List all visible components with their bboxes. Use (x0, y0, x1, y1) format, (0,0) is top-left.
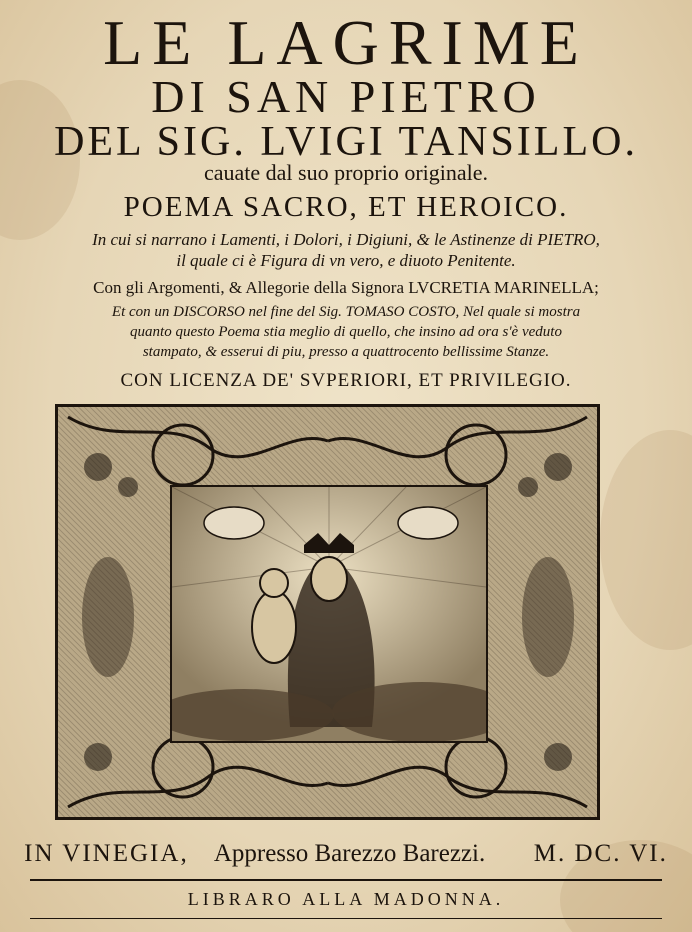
title-line-10: quanto questo Poema stia meglio di quello, che insino ad ora s'è veduto (130, 324, 562, 340)
title-line-8: Con gli Argomenti, & Allegorie della Signora LVCRETIA MARINELLA; (93, 278, 599, 297)
engraved-frame (55, 404, 600, 820)
imprint-line (0, 840, 692, 868)
madonna-image (172, 487, 486, 741)
title-line-1: LE LAGRIME (103, 7, 589, 78)
imprint-year: M. DC. VI. (533, 840, 668, 867)
imprint-publisher: Appresso Barezzo Barezzi. (213, 840, 486, 867)
rule-bottom (30, 918, 662, 919)
title-line-3: DEL SIG. LVIGI TANSILLO. (54, 119, 638, 165)
imprint-place: IN VINEGIA, (24, 840, 189, 867)
rule-top (30, 879, 662, 881)
title-line-12: CON LICENZA DE' SVPERIORI, ET PRIVILEGIO. (120, 370, 572, 391)
title-line-9: Et con un DISCORSO nel fine del Sig. TOMASO COSTO, Nel quale si mostra (111, 304, 581, 320)
title-line-5: POEMA SACRO, ET HEROICO. (123, 191, 569, 223)
title-line-7: il quale ci è Figura di vn vero, e diuoto Penitente. (176, 251, 516, 270)
central-engraving (170, 485, 488, 743)
paper-stain (600, 430, 692, 650)
title-line-4: cauate dal suo proprio originale. (203, 160, 489, 185)
title-line-11: stampato, & esserui di piu, presso a quattrocento bellissime Stanze. (142, 344, 550, 360)
title-line-2: DI SAN PIETRO (151, 71, 541, 122)
printer-sign: LIBRARO ALLA MADONNA. (187, 889, 505, 909)
title-line-6: In cui si narrano i Lamenti, i Dolori, i Digiuni, & le Astinenze di PIETRO, (92, 230, 600, 249)
